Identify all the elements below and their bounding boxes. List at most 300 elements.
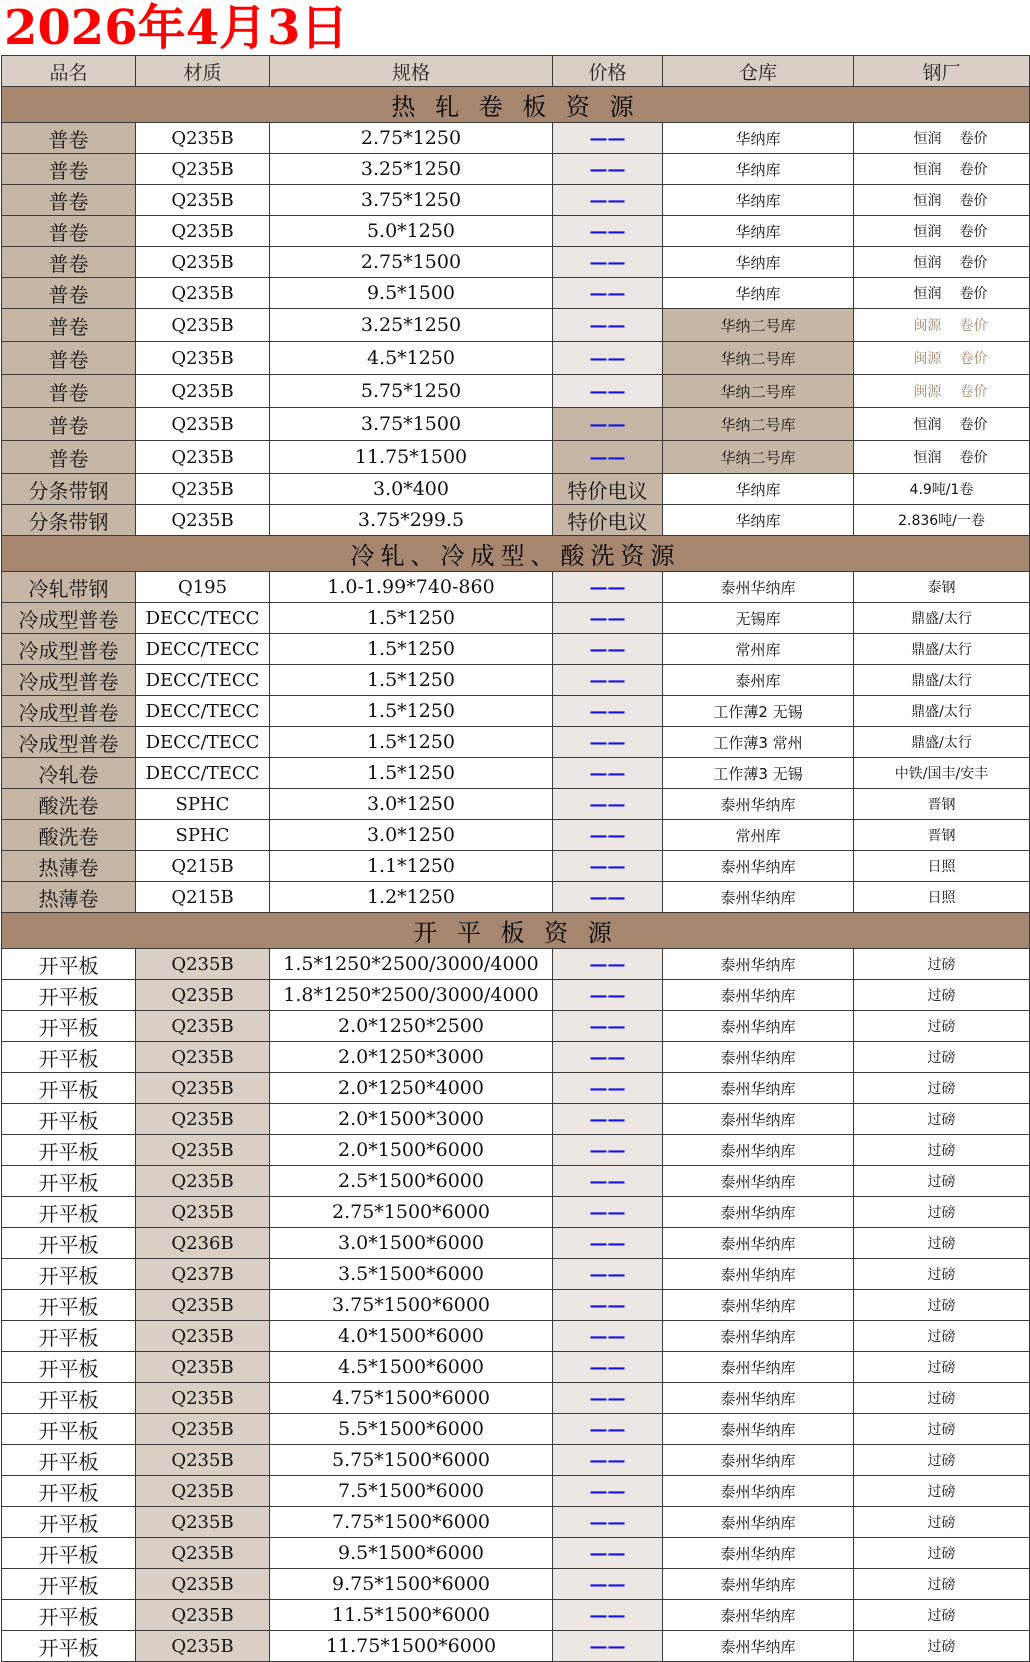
table-row[interactable] [2, 1538, 1030, 1569]
price-cell: —— [553, 1197, 663, 1228]
mill-note: 卷价 [959, 131, 988, 147]
product-name-cell: 开平板 [2, 1042, 136, 1073]
table-row[interactable] [2, 696, 1030, 727]
price-table-body [2, 56, 1030, 1662]
mill-name: 晋钢 [927, 828, 956, 844]
price-cell: —— [553, 696, 663, 727]
column-header: 仓库 [663, 56, 854, 87]
table-row[interactable] [2, 1011, 1030, 1042]
material-cell: Q236B [136, 1228, 270, 1259]
table-row[interactable] [2, 1507, 1030, 1538]
product-name-cell: 开平板 [2, 1011, 136, 1042]
warehouse-cell: 华纳库 [663, 505, 854, 536]
product-name-cell: 开平板 [2, 1569, 136, 1600]
spec-cell: 2.5*1500*6000 [270, 1166, 553, 1197]
spec-cell: 3.75*1500 [270, 408, 553, 441]
material-cell: Q235B [136, 408, 270, 441]
mill-name: 过磅 [927, 1050, 956, 1066]
material-cell: Q235B [136, 949, 270, 980]
product-name-cell: 普卷 [2, 408, 136, 441]
warehouse-cell: 工作薄3 无锡 [663, 758, 854, 789]
mill-name: 过磅 [927, 1484, 956, 1500]
product-name-cell: 酸洗卷 [2, 789, 136, 820]
table-row[interactable] [2, 154, 1030, 185]
table-row[interactable] [2, 505, 1030, 536]
mill-cell [854, 1352, 1030, 1383]
price-cell: —— [553, 1476, 663, 1507]
spec-cell: 11.75*1500*6000 [270, 1631, 553, 1662]
table-row[interactable] [2, 1569, 1030, 1600]
product-name-cell: 冷成型普卷 [2, 727, 136, 758]
material-cell: Q235B [136, 1600, 270, 1631]
warehouse-cell: 泰州库 [663, 665, 854, 696]
material-cell: Q237B [136, 1259, 270, 1290]
mill-name: 闽源 [913, 351, 942, 367]
price-cell: —— [553, 949, 663, 980]
spec-cell: 5.75*1500*6000 [270, 1445, 553, 1476]
warehouse-cell: 泰州华纳库 [663, 572, 854, 603]
table-row[interactable] [2, 1321, 1030, 1352]
mill-cell [854, 789, 1030, 820]
warehouse-cell: 泰州华纳库 [663, 851, 854, 882]
mill-name: 过磅 [927, 988, 956, 1004]
price-cell: —— [553, 1135, 663, 1166]
mill-note: 卷价 [959, 162, 988, 178]
product-name-cell: 分条带钢 [2, 505, 136, 536]
material-cell: DECC/TECC [136, 603, 270, 634]
spec-cell: 1.0-1.99*740-860 [270, 572, 553, 603]
mill-cell [854, 980, 1030, 1011]
table-row[interactable] [2, 247, 1030, 278]
mill-name: 过磅 [927, 1019, 956, 1035]
spec-cell: 3.5*1500*6000 [270, 1259, 553, 1290]
material-cell: Q235B [136, 474, 270, 505]
spec-cell: 2.0*1250*3000 [270, 1042, 553, 1073]
warehouse-cell: 泰州华纳库 [663, 1228, 854, 1259]
spec-cell: 3.0*1250 [270, 820, 553, 851]
table-row[interactable] [2, 1259, 1030, 1290]
table-row[interactable] [2, 1476, 1030, 1507]
mill-name: 恒润 [913, 193, 942, 209]
mill-cell [854, 1631, 1030, 1662]
warehouse-cell: 泰州华纳库 [663, 1073, 854, 1104]
product-name-cell: 普卷 [2, 375, 136, 408]
material-cell: Q235B [136, 123, 270, 154]
table-row[interactable] [2, 882, 1030, 913]
mill-cell [854, 1507, 1030, 1538]
spec-cell: 3.75*1500*6000 [270, 1290, 553, 1321]
price-cell: —— [553, 1104, 663, 1135]
product-name-cell: 普卷 [2, 154, 136, 185]
warehouse-cell: 常州库 [663, 820, 854, 851]
mill-name: 过磅 [927, 1360, 956, 1376]
table-row[interactable] [2, 185, 1030, 216]
mill-note: 卷价 [959, 193, 988, 209]
product-name-cell: 冷轧卷 [2, 758, 136, 789]
product-name-cell: 开平板 [2, 1383, 136, 1414]
material-cell: Q235B [136, 1538, 270, 1569]
product-name-cell: 冷轧带钢 [2, 572, 136, 603]
mill-name: 过磅 [927, 1422, 956, 1438]
warehouse-cell: 泰州华纳库 [663, 949, 854, 980]
mill-name: 过磅 [927, 1143, 956, 1159]
product-name-cell: 普卷 [2, 185, 136, 216]
mill-name: 过磅 [927, 1236, 956, 1252]
mill-name: 鼎盛/太行 [911, 642, 972, 658]
mill-cell [854, 247, 1030, 278]
material-cell: Q235B [136, 309, 270, 342]
product-name-cell: 冷成型普卷 [2, 665, 136, 696]
material-cell: Q235B [136, 154, 270, 185]
spec-cell: 7.5*1500*6000 [270, 1476, 553, 1507]
product-name-cell: 开平板 [2, 949, 136, 980]
price-cell: 特价电议 [553, 505, 663, 536]
table-row[interactable] [2, 278, 1030, 309]
warehouse-cell: 泰州华纳库 [663, 980, 854, 1011]
price-cell: 特价电议 [553, 474, 663, 505]
price-cell: —— [553, 1352, 663, 1383]
table-row[interactable] [2, 1197, 1030, 1228]
warehouse-cell: 泰州华纳库 [663, 1135, 854, 1166]
product-name-cell: 普卷 [2, 441, 136, 474]
spec-cell: 1.5*1250 [270, 758, 553, 789]
spec-cell: 3.25*1250 [270, 309, 553, 342]
mill-cell [854, 727, 1030, 758]
price-cell: —— [553, 758, 663, 789]
table-row[interactable] [2, 634, 1030, 665]
price-cell: —— [553, 1445, 663, 1476]
section-header-row [2, 536, 1030, 572]
table-row[interactable] [2, 1631, 1030, 1662]
material-cell: Q235B [136, 1383, 270, 1414]
mill-cell [854, 441, 1030, 474]
product-name-cell: 普卷 [2, 278, 136, 309]
product-name-cell: 开平板 [2, 1445, 136, 1476]
spec-cell: 1.8*1250*2500/3000/4000 [270, 980, 553, 1011]
material-cell: Q215B [136, 882, 270, 913]
column-header: 价格 [553, 56, 663, 87]
spec-cell: 3.0*400 [270, 474, 553, 505]
price-cell: —— [553, 1321, 663, 1352]
spec-cell: 7.75*1500*6000 [270, 1507, 553, 1538]
product-name-cell: 冷成型普卷 [2, 603, 136, 634]
product-name-cell: 热薄卷 [2, 851, 136, 882]
table-row[interactable] [2, 603, 1030, 634]
price-cell: —— [553, 1228, 663, 1259]
spec-cell: 3.75*299.5 [270, 505, 553, 536]
price-cell: —— [553, 123, 663, 154]
spec-cell: 9.5*1500 [270, 278, 553, 309]
product-name-cell: 普卷 [2, 123, 136, 154]
price-cell: —— [553, 216, 663, 247]
material-cell: Q235B [136, 375, 270, 408]
table-row[interactable] [2, 727, 1030, 758]
product-name-cell: 分条带钢 [2, 474, 136, 505]
price-cell: —— [553, 441, 663, 474]
mill-cell [854, 949, 1030, 980]
material-cell: Q235B [136, 1476, 270, 1507]
warehouse-cell: 华纳库 [663, 278, 854, 309]
mill-cell [854, 309, 1030, 342]
mill-name: 过磅 [927, 1081, 956, 1097]
warehouse-cell: 工作薄3 常州 [663, 727, 854, 758]
price-cell: —— [553, 1042, 663, 1073]
warehouse-cell: 泰州华纳库 [663, 1538, 854, 1569]
mill-name: 过磅 [927, 1174, 956, 1190]
table-row[interactable] [2, 1600, 1030, 1631]
mill-name: 泰钢 [927, 580, 956, 596]
mill-cell [854, 696, 1030, 727]
table-row[interactable] [2, 474, 1030, 505]
spec-cell: 4.0*1500*6000 [270, 1321, 553, 1352]
table-row[interactable] [2, 342, 1030, 375]
price-cell: —— [553, 1011, 663, 1042]
column-header: 品名 [2, 56, 136, 87]
mill-note: 卷价 [959, 384, 988, 400]
price-cell: —— [553, 1600, 663, 1631]
mill-name: 鼎盛/太行 [911, 673, 972, 689]
warehouse-cell: 泰州华纳库 [663, 1445, 854, 1476]
mill-name: 恒润 [913, 224, 942, 240]
material-cell: SPHC [136, 789, 270, 820]
warehouse-cell: 泰州华纳库 [663, 789, 854, 820]
spec-cell: 1.5*1250 [270, 696, 553, 727]
spec-cell: 11.75*1500 [270, 441, 553, 474]
table-row[interactable] [2, 1445, 1030, 1476]
table-row[interactable] [2, 980, 1030, 1011]
price-cell: —— [553, 247, 663, 278]
mill-name: 过磅 [927, 1515, 956, 1531]
section-title: 冷轧、冷成型、酸洗资源 [2, 536, 1030, 572]
mill-cell [854, 1073, 1030, 1104]
spec-cell: 2.0*1250*2500 [270, 1011, 553, 1042]
table-row[interactable] [2, 949, 1030, 980]
product-name-cell: 普卷 [2, 247, 136, 278]
header-row [2, 56, 1030, 87]
material-cell: Q235B [136, 1166, 270, 1197]
spec-cell: 9.5*1500*6000 [270, 1538, 553, 1569]
warehouse-cell: 华纳库 [663, 154, 854, 185]
spec-cell: 1.5*1250*2500/3000/4000 [270, 949, 553, 980]
table-row[interactable] [2, 758, 1030, 789]
mill-cell [854, 154, 1030, 185]
mill-name: 过磅 [927, 1546, 956, 1562]
table-row[interactable] [2, 441, 1030, 474]
price-cell: —— [553, 634, 663, 665]
material-cell: Q235B [136, 185, 270, 216]
table-row[interactable] [2, 1290, 1030, 1321]
material-cell: Q235B [136, 1414, 270, 1445]
section-header-row [2, 913, 1030, 949]
material-cell: Q235B [136, 1569, 270, 1600]
table-row[interactable] [2, 665, 1030, 696]
material-cell: Q235B [136, 247, 270, 278]
mill-cell [854, 185, 1030, 216]
product-name-cell: 开平板 [2, 1476, 136, 1507]
table-row[interactable] [2, 123, 1030, 154]
mill-note: 卷价 [959, 450, 988, 466]
spec-cell: 2.0*1500*6000 [270, 1135, 553, 1166]
mill-cell [854, 1104, 1030, 1135]
table-row[interactable] [2, 1228, 1030, 1259]
spec-cell: 4.75*1500*6000 [270, 1383, 553, 1414]
warehouse-cell: 华纳二号库 [663, 441, 854, 474]
warehouse-cell: 泰州华纳库 [663, 1383, 854, 1414]
table-row[interactable] [2, 789, 1030, 820]
material-cell: DECC/TECC [136, 727, 270, 758]
mill-name: 鼎盛/太行 [911, 704, 972, 720]
table-row[interactable] [2, 309, 1030, 342]
table-row[interactable] [2, 820, 1030, 851]
warehouse-cell: 华纳二号库 [663, 408, 854, 441]
section-title: 开 平 板 资 源 [2, 913, 1030, 949]
mill-name: 晋钢 [927, 797, 956, 813]
price-cell: —— [553, 375, 663, 408]
price-table [1, 55, 1030, 1662]
warehouse-cell: 工作薄2 无锡 [663, 696, 854, 727]
material-cell: Q235B [136, 278, 270, 309]
material-cell: Q235B [136, 980, 270, 1011]
mill-cell [854, 1538, 1030, 1569]
warehouse-cell: 泰州华纳库 [663, 1476, 854, 1507]
product-name-cell: 开平板 [2, 1414, 136, 1445]
price-cell: —— [553, 980, 663, 1011]
warehouse-cell: 泰州华纳库 [663, 1352, 854, 1383]
mill-name: 恒润 [913, 255, 942, 271]
material-cell: Q235B [136, 1104, 270, 1135]
warehouse-cell: 华纳库 [663, 474, 854, 505]
spec-cell: 5.0*1250 [270, 216, 553, 247]
material-cell: DECC/TECC [136, 634, 270, 665]
spec-cell: 3.0*1500*6000 [270, 1228, 553, 1259]
mill-cell [854, 851, 1030, 882]
material-cell: Q235B [136, 1445, 270, 1476]
price-cell: —— [553, 1383, 663, 1414]
spec-cell: 9.75*1500*6000 [270, 1569, 553, 1600]
mill-cell [854, 572, 1030, 603]
warehouse-cell: 华纳二号库 [663, 309, 854, 342]
product-name-cell: 开平板 [2, 1352, 136, 1383]
warehouse-cell: 华纳库 [663, 185, 854, 216]
mill-cell [854, 1321, 1030, 1352]
warehouse-cell: 泰州华纳库 [663, 1631, 854, 1662]
product-name-cell: 开平板 [2, 1631, 136, 1662]
material-cell: Q235B [136, 216, 270, 247]
product-name-cell: 开平板 [2, 1507, 136, 1538]
mill-cell [854, 408, 1030, 441]
mill-cell [854, 634, 1030, 665]
price-cell: —— [553, 408, 663, 441]
product-name-cell: 开平板 [2, 1290, 136, 1321]
mill-cell [854, 1166, 1030, 1197]
mill-cell [854, 375, 1030, 408]
mill-name: 过磅 [927, 1453, 956, 1469]
mill-name: 日照 [927, 859, 956, 875]
price-cell: —— [553, 665, 663, 696]
product-name-cell: 普卷 [2, 216, 136, 247]
product-name-cell: 开平板 [2, 1197, 136, 1228]
column-header: 规格 [270, 56, 553, 87]
table-row[interactable] [2, 1042, 1030, 1073]
spec-cell: 4.5*1250 [270, 342, 553, 375]
table-row[interactable] [2, 1414, 1030, 1445]
spec-cell: 1.5*1250 [270, 603, 553, 634]
spec-cell: 2.75*1500 [270, 247, 553, 278]
mill-cell [854, 820, 1030, 851]
price-cell: —— [553, 1290, 663, 1321]
spec-cell: 3.25*1250 [270, 154, 553, 185]
material-cell: Q235B [136, 342, 270, 375]
price-cell: —— [553, 572, 663, 603]
table-row[interactable] [2, 851, 1030, 882]
mill-note: 卷价 [959, 286, 988, 302]
table-row[interactable] [2, 572, 1030, 603]
mill-cell [854, 474, 1030, 505]
product-name-cell: 开平板 [2, 1600, 136, 1631]
page-title: 2026年4月3日 [4, 0, 349, 56]
mill-cell [854, 758, 1030, 789]
table-row[interactable] [2, 375, 1030, 408]
table-row[interactable] [2, 216, 1030, 247]
table-row[interactable] [2, 1104, 1030, 1135]
price-cell: —— [553, 154, 663, 185]
price-cell: —— [553, 1073, 663, 1104]
section-title: 热 轧 卷 板 资 源 [2, 87, 1030, 123]
material-cell: Q195 [136, 572, 270, 603]
warehouse-cell: 泰州华纳库 [663, 1011, 854, 1042]
mill-name: 中铁/国丰/安丰 [894, 766, 989, 782]
warehouse-cell: 泰州华纳库 [663, 882, 854, 913]
mill-name: 过磅 [927, 1205, 956, 1221]
section-header-row [2, 87, 1030, 123]
mill-cell [854, 278, 1030, 309]
material-cell: DECC/TECC [136, 758, 270, 789]
table-row[interactable] [2, 1135, 1030, 1166]
price-cell: —— [553, 1507, 663, 1538]
mill-cell [854, 1290, 1030, 1321]
material-cell: Q235B [136, 1352, 270, 1383]
warehouse-cell: 华纳二号库 [663, 375, 854, 408]
warehouse-cell: 华纳二号库 [663, 342, 854, 375]
spec-cell: 1.2*1250 [270, 882, 553, 913]
mill-cell [854, 882, 1030, 913]
mill-name: 过磅 [927, 1112, 956, 1128]
warehouse-cell: 常州库 [663, 634, 854, 665]
mill-name: 恒润 [913, 131, 942, 147]
warehouse-cell: 泰州华纳库 [663, 1569, 854, 1600]
material-cell: Q235B [136, 1197, 270, 1228]
spec-cell: 1.5*1250 [270, 665, 553, 696]
spec-cell: 1.1*1250 [270, 851, 553, 882]
table-row[interactable] [2, 1352, 1030, 1383]
product-name-cell: 开平板 [2, 1135, 136, 1166]
mill-cell [854, 342, 1030, 375]
material-cell: SPHC [136, 820, 270, 851]
table-row[interactable] [2, 1383, 1030, 1414]
product-name-cell: 普卷 [2, 309, 136, 342]
material-cell: Q235B [136, 1011, 270, 1042]
product-name-cell: 酸洗卷 [2, 820, 136, 851]
table-row[interactable] [2, 1166, 1030, 1197]
price-cell: —— [553, 603, 663, 634]
material-cell: Q235B [136, 1507, 270, 1538]
price-cell: —— [553, 1569, 663, 1600]
table-row[interactable] [2, 408, 1030, 441]
table-row[interactable] [2, 1073, 1030, 1104]
product-name-cell: 开平板 [2, 1166, 136, 1197]
mill-name: 过磅 [927, 957, 956, 973]
price-cell: —— [553, 727, 663, 758]
